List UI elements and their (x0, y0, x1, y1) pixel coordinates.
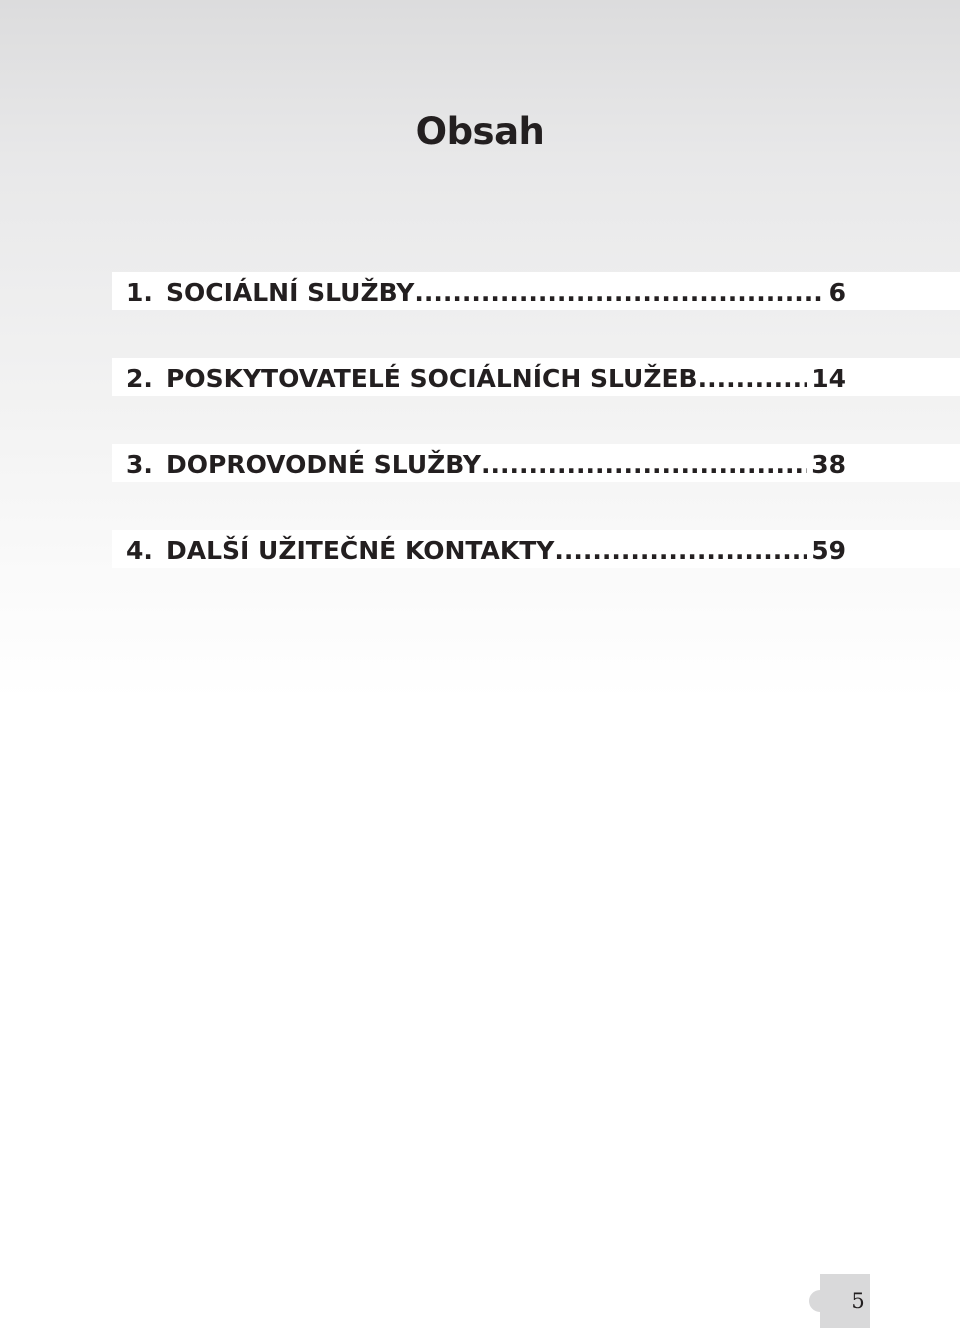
toc-entry-leader (481, 450, 807, 480)
toc-entry-page: 6 (828, 278, 846, 307)
toc-entry-number: 2. (126, 364, 153, 393)
toc-entry-title: DALŠÍ UŽITEČNÉ KONTAKTY (166, 536, 555, 565)
toc-entry-number: 3. (126, 450, 153, 479)
toc-entry-1[interactable] (126, 270, 846, 308)
page-title: Obsah (415, 110, 545, 153)
page-number: 5 (851, 1289, 865, 1313)
toc-entry-number: 4. (126, 536, 153, 565)
toc-entry-title: SOCIÁLNÍ SLUŽBY (166, 278, 415, 307)
toc-entry-number: 1. (126, 278, 153, 307)
toc-entry-leader (554, 536, 807, 566)
toc-entry-2[interactable] (126, 356, 846, 394)
toc-entry-title: DOPROVODNÉ SLUŽBY (166, 450, 482, 479)
toc-entry-page: 59 (811, 536, 846, 565)
toc-entry-4[interactable] (126, 528, 846, 566)
toc-entry-page: 38 (811, 450, 846, 479)
toc-entry-leader (698, 364, 808, 394)
toc-entry-title: POSKYTOVATELÉ SOCIÁLNÍCH SLUŽEB (166, 364, 698, 393)
toc-entry-3[interactable] (126, 442, 846, 480)
toc-entry-page: 14 (811, 364, 846, 393)
toc-entry-leader (414, 278, 824, 308)
